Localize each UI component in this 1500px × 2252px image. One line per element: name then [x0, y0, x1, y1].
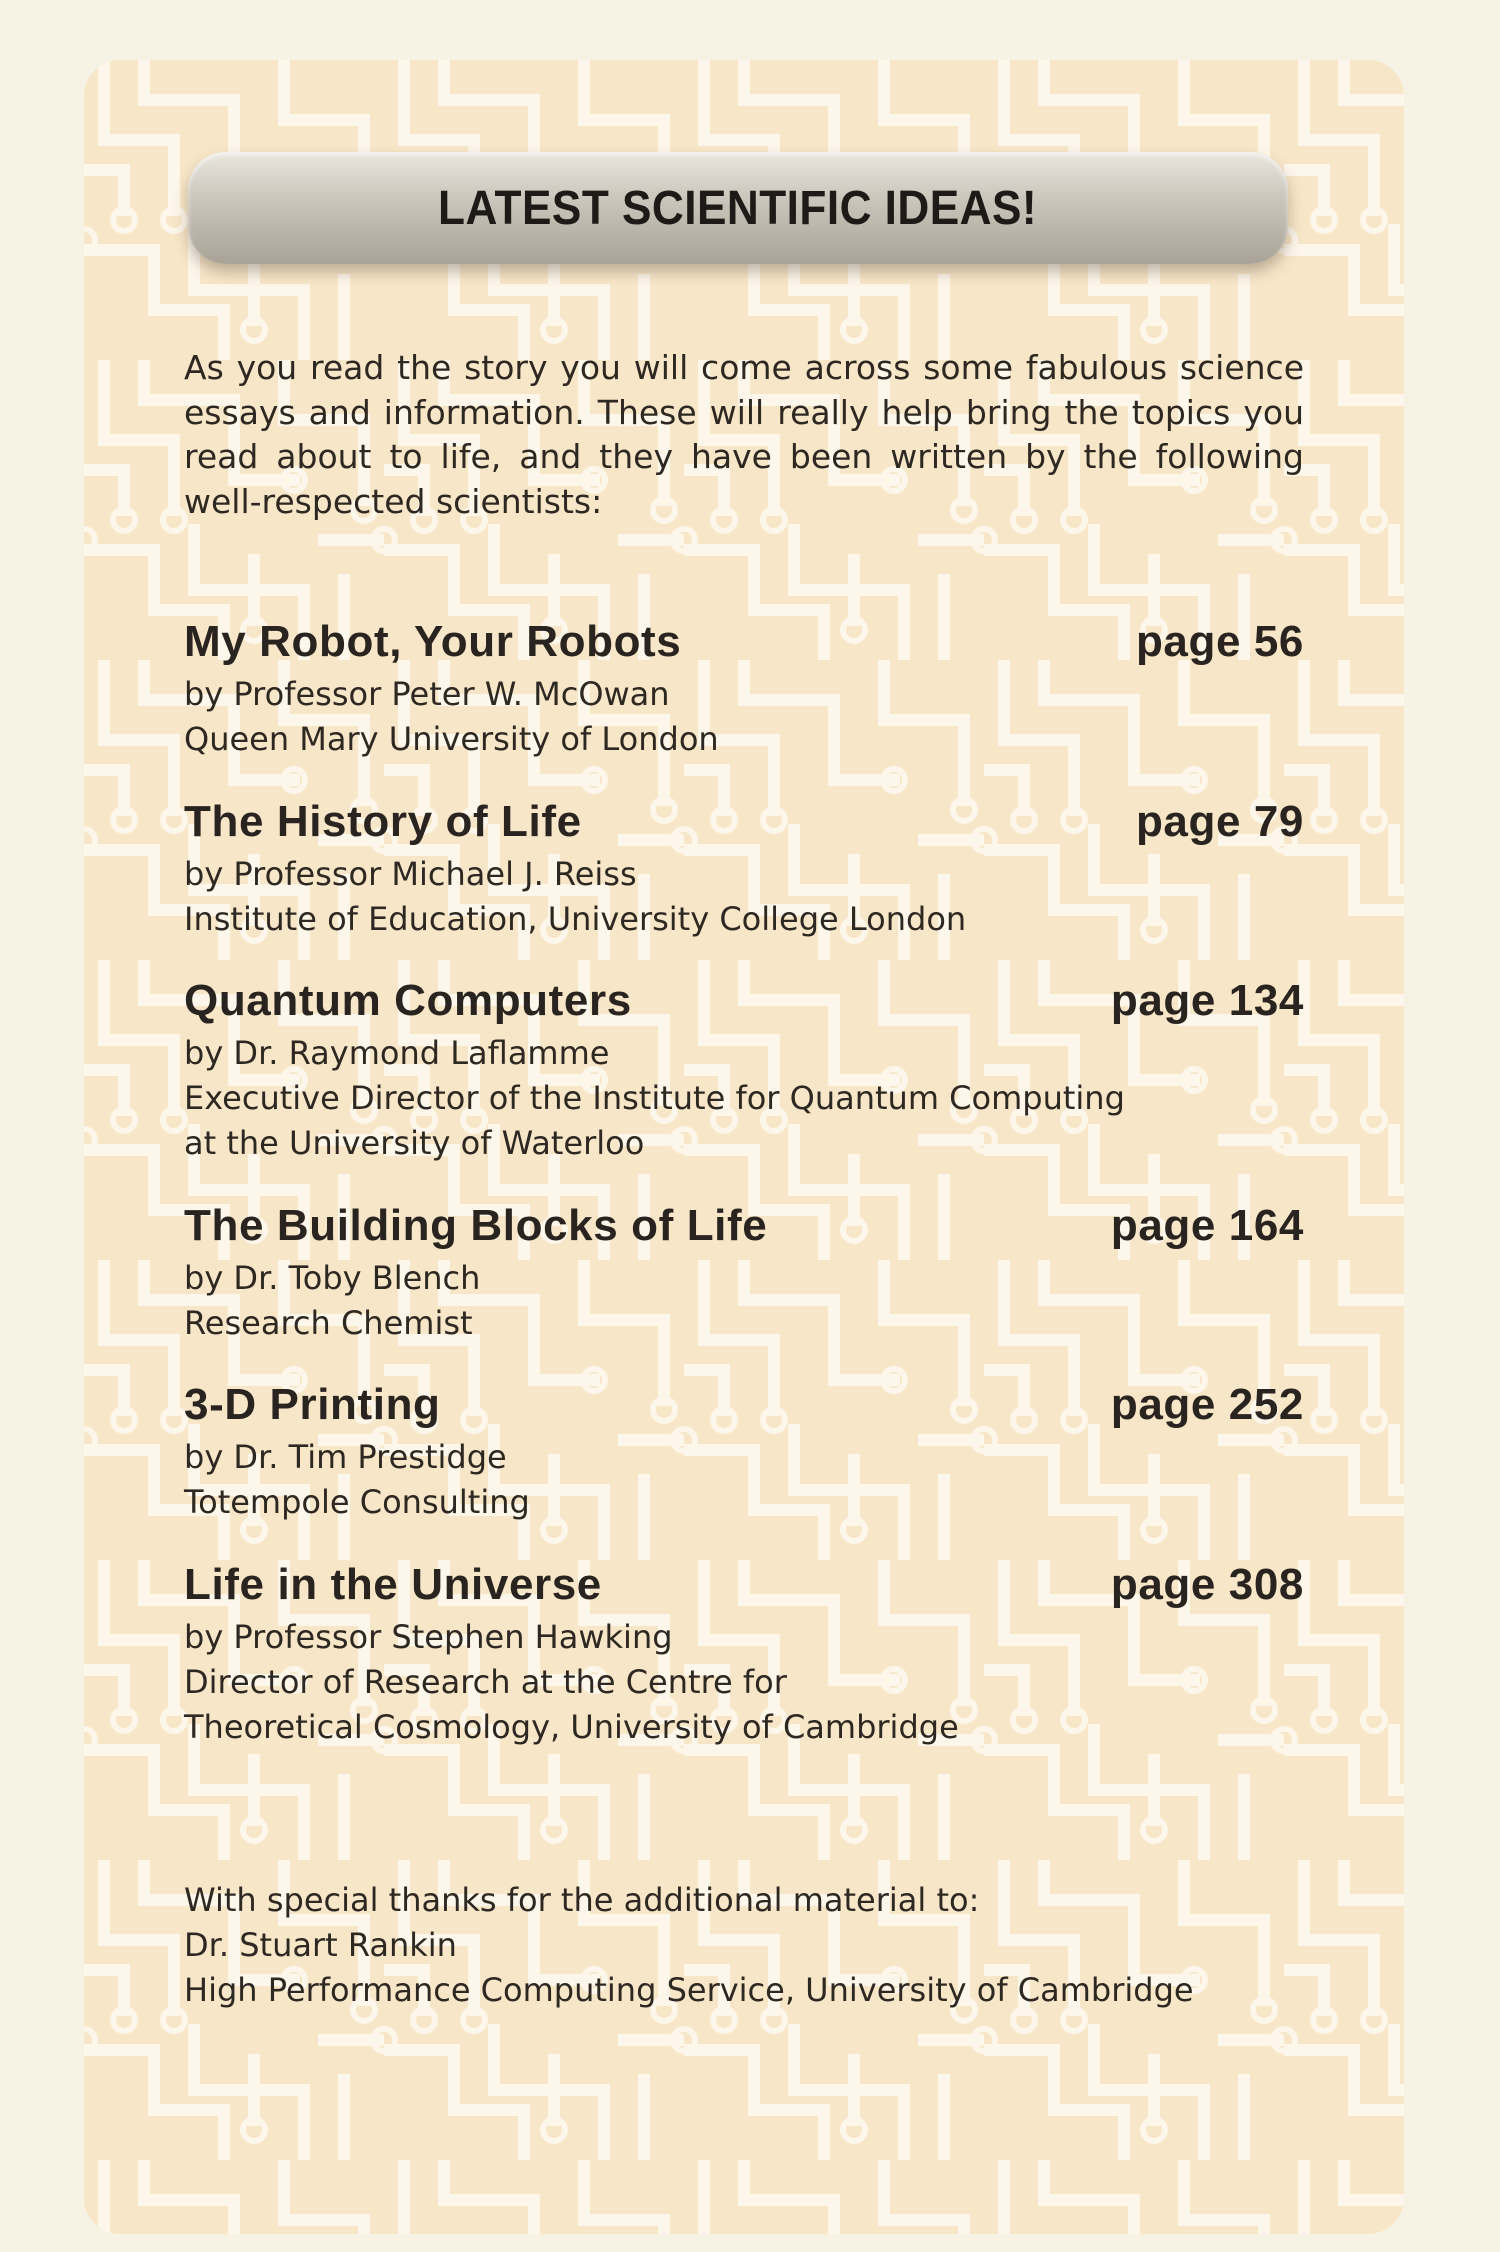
essay-title: 3-D Printing [184, 1380, 441, 1429]
essay-page-ref: page 252 [1110, 1380, 1304, 1429]
page-title: LATEST SCIENTIFIC IDEAS! [438, 181, 1038, 235]
essay-affiliation: Queen Mary University of London [184, 720, 719, 758]
essay-affiliation: Theoretical Cosmology, University of Cambridge [184, 1708, 959, 1746]
essay-affiliation: Director of Research at the Centre for [184, 1663, 787, 1701]
essay-affiliation: Research Chemist [184, 1304, 473, 1342]
essay-entry [184, 1375, 1304, 1525]
essay-entry [184, 1555, 1304, 1750]
essay-author: by Professor Peter W. McOwan [184, 675, 670, 713]
essay-title: The Building Blocks of Life [184, 1201, 768, 1250]
essay-title: My Robot, Your Robots [184, 617, 682, 666]
thanks-name: Dr. Stuart Rankin [184, 1926, 457, 1964]
essay-page-ref: page 164 [1110, 1201, 1304, 1250]
intro-paragraph: As you read the story you will come across some fabulous science essays and information. These will really help bring the topics you read about to life, and they have been written by the following well-respected scientists: [184, 348, 1304, 521]
essay-entry [184, 1196, 1304, 1346]
essay-entry [184, 612, 1304, 762]
essay-affiliation: Institute of Education, University College London [184, 900, 967, 938]
thanks-intro: With special thanks for the additional material to: [184, 1881, 980, 1919]
essay-page-ref: page 56 [1135, 617, 1304, 666]
essay-author: by Dr. Toby Blench [184, 1259, 481, 1297]
essay-author: by Professor Stephen Hawking [184, 1618, 673, 1656]
acknowledgements [184, 1878, 1304, 2013]
essay-entry [184, 971, 1304, 1166]
thanks-affiliation: High Performance Computing Service, University of Cambridge [184, 1971, 1194, 2009]
essay-entry [184, 792, 1304, 942]
essay-title: Life in the Universe [184, 1560, 602, 1609]
essay-title: The History of Life [184, 797, 582, 846]
essay-author: by Professor Michael J. Reiss [184, 855, 637, 893]
essay-author: by Dr. Tim Prestidge [184, 1438, 507, 1476]
essay-affiliation: Executive Director of the Institute for Quantum Computing [184, 1079, 1125, 1117]
essay-affiliation: at the University of Waterloo [184, 1124, 645, 1162]
essay-affiliation: Totempole Consulting [184, 1483, 530, 1521]
page-panel [84, 60, 1404, 2234]
title-banner [188, 152, 1288, 264]
essay-page-ref: page 79 [1135, 797, 1304, 846]
essay-page-ref: page 134 [1110, 976, 1304, 1025]
essay-page-ref: page 308 [1110, 1560, 1304, 1609]
essay-title: Quantum Computers [184, 976, 632, 1025]
essay-author: by Dr. Raymond Laflamme [184, 1034, 610, 1072]
